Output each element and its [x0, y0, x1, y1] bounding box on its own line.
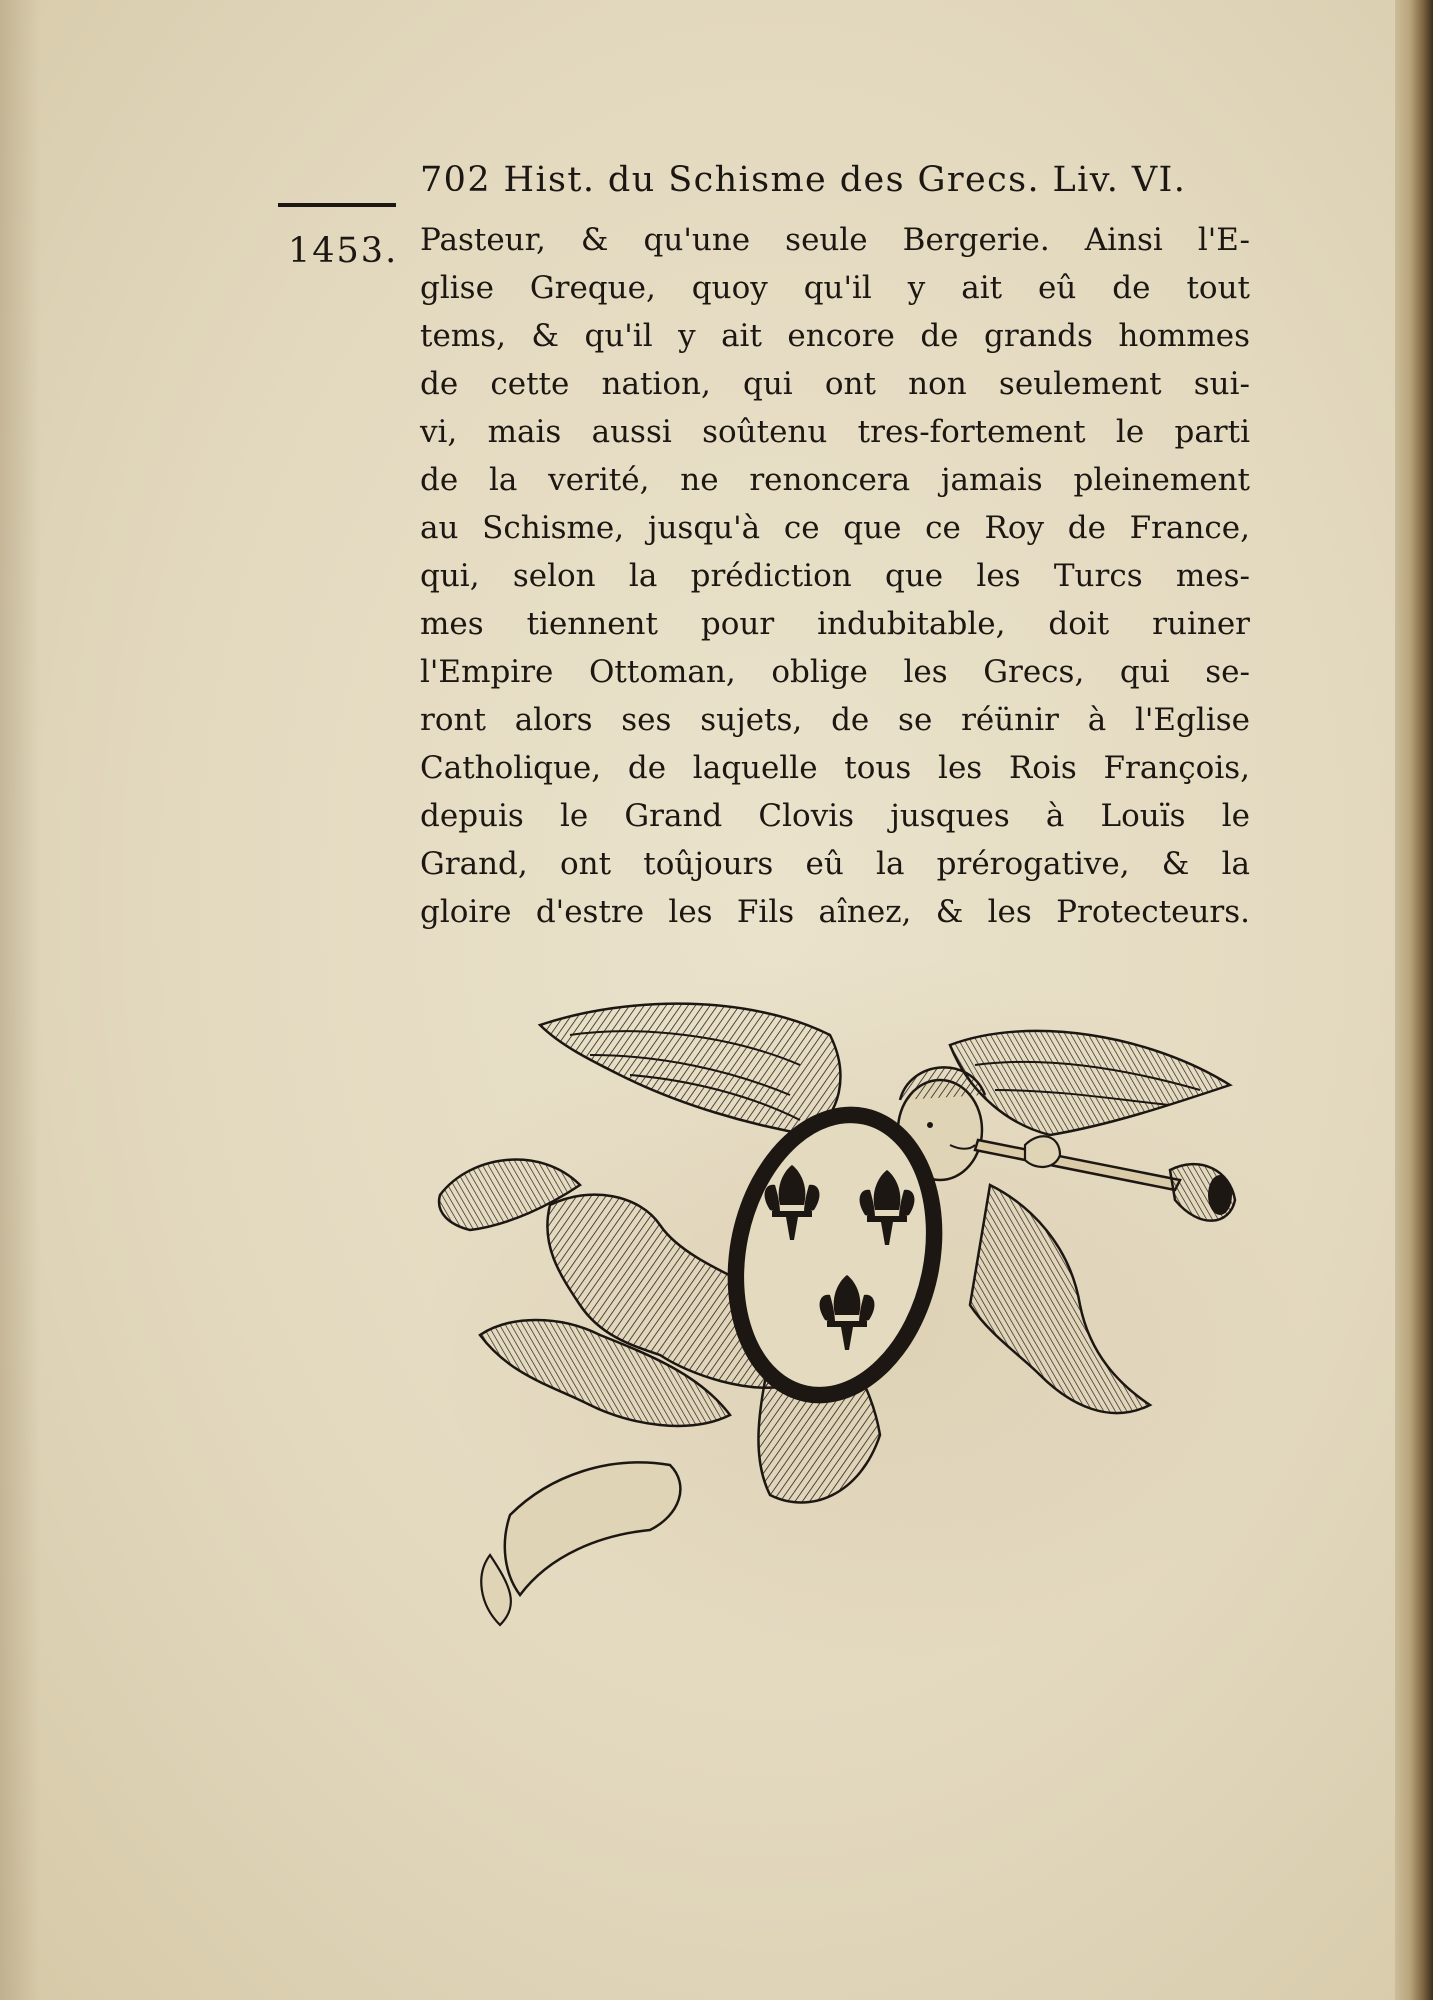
left-wing — [540, 1004, 840, 1135]
text-line: de la verité, ne renoncera jamais pleinement — [420, 462, 1250, 498]
page-edge — [1395, 0, 1433, 2000]
text-line: vi, mais aussi soûtenu tres-fortement le parti — [420, 414, 1250, 450]
right-wing — [950, 1031, 1230, 1135]
text-line: l'Empire Ottoman, oblige les Grecs, qui se- — [420, 654, 1250, 690]
text-line: mes tiennent pour indubitable, doit ruiner — [420, 606, 1250, 642]
text-line: ront alors ses sujets, de se réünir à l'Eglise — [420, 702, 1250, 738]
angel-hand — [1025, 1136, 1060, 1167]
body-paragraph — [420, 216, 1250, 936]
angel-trumpet-vignette — [430, 955, 1300, 1675]
text-line: tems, & qu'il y ait encore de grands hommes — [420, 318, 1250, 354]
margin-year: 1453. — [288, 231, 399, 271]
text-line: de cette nation, qui ont non seulement sui- — [420, 366, 1250, 402]
text-line: au Schisme, jusqu'à ce que ce Roy de France, — [420, 510, 1250, 546]
text-line: depuis le Grand Clovis jusques à Louïs le — [420, 798, 1250, 834]
header-rule — [278, 203, 396, 207]
text-line: Pasteur, & qu'une seule Bergerie. Ainsi l'E- — [420, 222, 1250, 258]
text-line: gloire d'estre les Fils aînez, & les Protecteurs. — [420, 894, 1250, 930]
text-line: qui, selon la prédiction que les Turcs mes- — [420, 558, 1250, 594]
angel-leg — [481, 1462, 680, 1625]
text-line: glise Greque, quoy qu'il y ait eû de tout — [420, 270, 1250, 306]
text-line: Grand, ont toûjours eû la prérogative, & la — [420, 846, 1250, 882]
text-line: Catholique, de laquelle tous les Rois François, — [420, 750, 1250, 786]
page-gutter-shadow — [0, 0, 40, 2000]
running-head: 702 Hist. du Schisme des Grecs. Liv. VI. — [420, 160, 1187, 200]
